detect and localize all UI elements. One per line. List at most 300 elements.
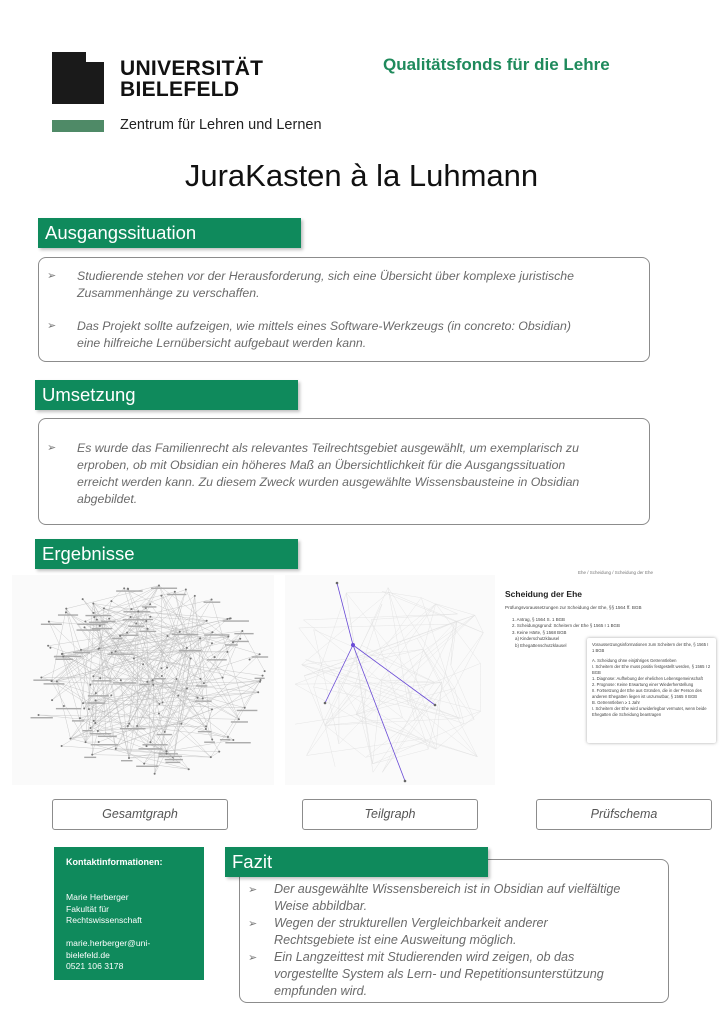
graph-node xyxy=(123,587,125,589)
popup-line: A. Scheidung ohne einjähriges Getrenntleben xyxy=(592,658,677,663)
graph-node-label xyxy=(154,678,166,679)
graph-node xyxy=(51,699,53,701)
graph-edge xyxy=(436,711,481,749)
bullet-line: Der ausgewählte Wissensbereich ist in Obsidian auf vielfältige xyxy=(274,882,621,896)
graph-edge xyxy=(417,621,457,638)
graph-node-label xyxy=(33,679,53,680)
bullet-line: erproben, ob mit Obsidian ein höheres Maß an Übersichtlichkeit für die Ausgangssituation xyxy=(77,458,566,472)
university-logo-icon xyxy=(52,52,104,104)
graph-node xyxy=(214,656,216,658)
popup-line: I. Scheitern der Ehe muss positiv festgestellt werden, § 1565 I 2 BGB xyxy=(592,664,711,675)
graph-node xyxy=(211,739,213,741)
popup-line: II. Fortsetzung der Ehe aus Gründen, die in der Person des anderen Ehegatten liegen ist unzumutbar, § 1565 II BGB xyxy=(592,688,702,699)
graph-node xyxy=(206,620,208,622)
graph-node xyxy=(111,651,113,653)
arrow-bullet-icon: ➢ xyxy=(47,270,57,282)
graph-edge xyxy=(173,659,190,760)
pruefschema-heading: Scheidung der Ehe xyxy=(505,589,582,599)
caption-teilgraph: Teilgraph xyxy=(302,799,478,830)
graph-node xyxy=(61,745,63,747)
graph-edge xyxy=(295,684,362,722)
graph-edge xyxy=(211,752,219,757)
graph-node xyxy=(259,653,261,655)
graph-edge xyxy=(373,749,429,764)
graph-node xyxy=(262,675,264,677)
graph-node xyxy=(232,641,234,643)
graph-edge xyxy=(325,685,355,725)
graph-edge xyxy=(144,654,259,763)
graph-node xyxy=(230,617,232,619)
graph-edge xyxy=(307,739,423,756)
graph-node xyxy=(257,691,259,693)
graph-node xyxy=(239,638,241,640)
graph-node xyxy=(65,608,67,610)
graph-node xyxy=(232,739,234,741)
arrow-bullet-icon: ➢ xyxy=(248,884,258,896)
graph-node-label xyxy=(198,731,212,732)
graph-edge xyxy=(382,592,421,598)
university-name-line1: UNIVERSITÄT xyxy=(120,57,264,80)
contact-phone: 0521 106 3178 xyxy=(66,961,124,971)
graph-node xyxy=(98,741,100,743)
graph-node xyxy=(336,582,339,585)
graph-node-label xyxy=(225,742,250,743)
graph-node-label xyxy=(89,622,108,623)
graph-edge xyxy=(325,689,366,725)
graph-edge xyxy=(451,624,454,665)
contact-title: Kontaktinformationen: xyxy=(66,857,163,867)
graph-node xyxy=(154,773,156,775)
graph-node xyxy=(218,751,220,753)
graph-node xyxy=(260,679,262,681)
graph-node-label xyxy=(41,624,62,625)
graph-edge xyxy=(325,725,335,766)
graph-node xyxy=(82,598,84,600)
graph-edge xyxy=(346,592,389,593)
graph-node xyxy=(135,623,137,625)
graph-node-label xyxy=(113,682,136,683)
graph-node-label xyxy=(157,734,172,735)
graph-node-label xyxy=(232,641,249,642)
graph-node xyxy=(434,704,437,707)
bullet-line: Das Projekt sollte aufzeigen, wie mittels eines Software-Werkzeugs (in concreto: Obsidian) xyxy=(77,319,571,333)
section-heading-umsetzung: Umsetzung xyxy=(35,380,298,410)
graph-edge xyxy=(475,615,483,632)
graph-node xyxy=(152,679,154,681)
graph-node xyxy=(103,607,105,609)
popup-line: B. Getrenntleben ≥ 1 Jahr xyxy=(592,700,640,705)
graph-edge xyxy=(121,680,129,758)
graph-edge xyxy=(39,715,239,719)
graph-node xyxy=(108,618,110,620)
graph-edge xyxy=(325,718,403,726)
graph-edge xyxy=(66,586,159,609)
pruefschema-item: b) Ehegattenschutzklausel xyxy=(515,642,567,648)
graph-node xyxy=(211,708,213,710)
graph-edge xyxy=(373,680,382,764)
poster-title: JuraKasten à la Luhmann xyxy=(184,158,539,193)
graph-node xyxy=(185,589,187,591)
graph-node xyxy=(176,678,178,680)
pruefschema-item: 3. Keine Härte, § 1568 BGB xyxy=(512,629,567,635)
graph-node-label xyxy=(195,700,212,701)
graph-node xyxy=(48,621,50,623)
graph-edge xyxy=(314,630,339,744)
university-name-line2: BIELEFELD xyxy=(120,78,240,101)
section-heading-ausgangssituation: Ausgangssituation xyxy=(38,218,301,248)
teilgraph-image xyxy=(285,575,495,785)
graph-edge xyxy=(99,680,261,742)
graph-node xyxy=(202,697,204,699)
graph-node xyxy=(137,611,139,613)
graph-edge xyxy=(94,588,124,617)
graph-node xyxy=(80,649,82,651)
bullet-text xyxy=(77,268,574,302)
university-name xyxy=(120,58,263,100)
graph-edge xyxy=(421,598,457,614)
graph-node xyxy=(65,611,67,613)
graph-node-label xyxy=(220,739,230,740)
bullet-line: Rechtsgebiete ist eine Ausweitung möglich. xyxy=(274,933,517,947)
graph-node xyxy=(238,718,240,720)
graph-node xyxy=(92,612,94,614)
graph-edge xyxy=(423,649,474,719)
teilgraph-network xyxy=(285,575,495,785)
graph-node-label xyxy=(44,683,65,684)
graph-node-label xyxy=(88,695,109,696)
popup-line: I. Scheitern der Ehe wird unwiderlegbar vermutet, wenn beide Ehegatten die Scheidung beantragen xyxy=(592,706,707,717)
graph-node xyxy=(211,631,213,633)
graph-node-label xyxy=(82,730,92,731)
graph-node-label xyxy=(123,611,150,612)
graph-node xyxy=(158,585,160,587)
graph-node xyxy=(91,754,93,756)
graph-node xyxy=(241,630,243,632)
gesamtgraph-network xyxy=(12,575,274,785)
graph-node-label xyxy=(237,710,258,711)
popup-line: Voraussetzungsinformationen zum Scheitern der Ehe, § 1565 I 1 BGB xyxy=(592,642,709,653)
graph-node xyxy=(127,725,129,727)
graph-node xyxy=(177,695,179,697)
graph-node xyxy=(84,626,86,628)
graph-node xyxy=(203,682,205,684)
graph-node-label xyxy=(225,644,238,645)
graph-edge xyxy=(295,682,435,684)
department-name: Zentrum für Lehren und Lernen xyxy=(120,117,322,133)
graph-edge xyxy=(93,603,136,623)
graph-node xyxy=(61,653,63,655)
graph-edge xyxy=(115,586,159,652)
graph-node xyxy=(51,680,53,682)
graph-node xyxy=(211,642,213,644)
bullet-text xyxy=(274,881,620,915)
graph-node xyxy=(226,618,228,620)
graph-node xyxy=(119,635,121,637)
graph-node-label xyxy=(252,656,269,657)
contact-faculty: Fakultät für xyxy=(66,903,109,914)
graph-edge xyxy=(57,681,71,738)
graph-node xyxy=(130,608,132,610)
graph-node xyxy=(114,650,116,652)
graph-node xyxy=(94,722,96,724)
graph-node xyxy=(149,616,151,618)
graph-edge xyxy=(39,715,130,724)
pruefschema-popup xyxy=(587,638,716,743)
graph-node xyxy=(211,598,213,600)
graph-node-label xyxy=(139,684,150,685)
graph-edge xyxy=(436,604,481,664)
graph-node xyxy=(99,677,101,679)
graph-node-label xyxy=(90,733,112,734)
graph-node-label xyxy=(91,744,118,745)
graph-node xyxy=(130,616,132,618)
graph-node-label xyxy=(179,650,201,651)
graph-node xyxy=(205,728,207,730)
graph-node xyxy=(142,663,144,665)
program-name: Qualitätsfonds für die Lehre xyxy=(383,55,610,74)
bullet-line: Es wurde das Familienrecht als relevantes Teilrechtsgebiet ausgewählt, um exemplarisch zu xyxy=(77,441,579,455)
graph-node xyxy=(83,707,85,709)
graph-node xyxy=(152,684,154,686)
bullet-line: abgebildet. xyxy=(77,492,138,506)
graph-edge xyxy=(436,604,475,615)
graph-node xyxy=(89,727,91,729)
graph-edge xyxy=(457,615,475,621)
graph-node xyxy=(244,707,246,709)
graph-node xyxy=(95,699,97,701)
section-heading-ergebnisse: Ergebnisse xyxy=(35,539,298,569)
graph-node xyxy=(167,635,169,637)
graph-edge xyxy=(314,593,347,687)
graph-node-label xyxy=(55,659,73,660)
graph-node-label xyxy=(159,756,182,757)
popup-line: 1. Diagnose: Aufhebung der ehelichen Lebensgemeinschaft xyxy=(592,676,703,681)
graph-node-label xyxy=(112,638,122,639)
graph-node xyxy=(98,647,100,649)
graph-edge xyxy=(66,609,90,728)
graph-node-label xyxy=(107,653,133,654)
contact-box xyxy=(54,847,204,980)
graph-node xyxy=(164,731,166,733)
graph-node-label xyxy=(84,757,96,758)
graph-node xyxy=(226,651,228,653)
pruefschema-item: a) Kinderschutzklausel xyxy=(515,636,560,642)
popup-line: 2. Prognose: Keine Erwartung einer Wiederherstellung xyxy=(592,682,694,687)
graph-highlighted-edge xyxy=(353,645,405,781)
graph-hub-node xyxy=(351,643,355,647)
graph-node-label xyxy=(204,601,221,602)
bullet-line: empfunden wird. xyxy=(274,984,368,998)
graph-node xyxy=(92,602,94,604)
pruefschema-item: 1. Antrag, § 1564 S. 1 BGB xyxy=(512,617,565,622)
graph-edge xyxy=(388,588,455,689)
graph-node-label xyxy=(223,620,249,621)
graph-node xyxy=(63,705,65,707)
graph-node xyxy=(249,658,251,660)
graph-node-label xyxy=(151,588,177,589)
graph-edge xyxy=(415,682,442,719)
bullet-text xyxy=(274,915,548,949)
graph-edge xyxy=(389,592,483,633)
graph-node xyxy=(160,667,162,669)
graph-edge xyxy=(137,726,228,737)
graph-node xyxy=(186,647,188,649)
caption-gesamtgraph: Gesamtgraph xyxy=(52,799,228,830)
graph-node xyxy=(186,687,188,689)
graph-node xyxy=(120,679,122,681)
graph-edge xyxy=(100,599,212,625)
graph-node xyxy=(88,708,90,710)
bullet-line: Zusammenhänge zu verschaffen. xyxy=(77,286,260,300)
arrow-bullet-icon: ➢ xyxy=(47,442,57,454)
graph-node xyxy=(199,637,201,639)
bullet-line: erreicht werden kann. Zu diesem Zweck wurden ausgewählte Wissensbausteine in Obsidian xyxy=(77,475,580,489)
graph-edge xyxy=(325,718,460,725)
graph-node xyxy=(127,588,129,590)
graph-edge xyxy=(83,703,245,708)
graph-node xyxy=(158,712,160,714)
graph-node-label xyxy=(172,634,199,635)
bullet-line: Ein Langzeittest mit Studierenden wird zeigen, ob das xyxy=(274,950,575,964)
graph-node xyxy=(95,692,97,694)
graph-node-label xyxy=(88,702,105,703)
graph-node xyxy=(115,748,117,750)
arrow-bullet-icon: ➢ xyxy=(47,320,57,332)
contact-email: bielefeld.de xyxy=(66,949,110,960)
graph-node-label xyxy=(142,606,156,607)
pruefschema-intro: Prüfungsvoraussetzungen zur Scheidung der Ehe, §§ 1564 ff. BGB xyxy=(505,605,642,610)
graph-node-label xyxy=(77,624,104,625)
graph-node xyxy=(324,702,327,705)
graph-node-label xyxy=(56,708,81,709)
graph-node-label xyxy=(92,628,112,629)
graph-node xyxy=(179,631,181,633)
graph-node-label xyxy=(54,656,81,657)
graph-node-label xyxy=(121,760,133,761)
bullet-line: eine hilfreiche Lernübersicht aufgebaut werden kann. xyxy=(77,336,367,350)
graph-node-label xyxy=(165,759,183,760)
graph-node-label xyxy=(255,678,265,679)
contact-name: Marie Herberger xyxy=(66,892,129,902)
graph-edge xyxy=(356,715,436,750)
graph-node xyxy=(227,736,229,738)
graph-node-label xyxy=(77,629,101,630)
graph-edge xyxy=(382,592,483,633)
graph-node xyxy=(97,730,99,732)
graph-node xyxy=(188,768,190,770)
graph-edge xyxy=(304,676,325,726)
graph-highlighted-edge xyxy=(337,583,353,645)
bullet-line: Studierende stehen vor der Herausforderung, sich eine Übersicht über komplexe juristische xyxy=(77,269,574,283)
graph-node xyxy=(128,723,130,725)
graph-edge xyxy=(389,592,436,740)
graph-node xyxy=(149,741,151,743)
graph-node xyxy=(85,741,87,743)
graph-edge xyxy=(83,599,94,613)
graph-node xyxy=(49,647,51,649)
bullet-line: vorgestellte System als Lern- und Repetitionsunterstützung xyxy=(274,967,604,981)
graph-node xyxy=(146,745,148,747)
graph-edge xyxy=(295,638,417,684)
graph-node xyxy=(69,738,71,740)
graph-node-label xyxy=(123,619,144,620)
graph-node-label xyxy=(204,634,229,635)
graph-node-label xyxy=(196,685,207,686)
graph-node-label xyxy=(165,762,180,763)
graph-node xyxy=(145,620,147,622)
graph-node-label xyxy=(116,590,143,591)
graph-node xyxy=(136,725,138,727)
graph-node-label xyxy=(231,721,248,722)
graph-node xyxy=(166,667,168,669)
graph-node-label xyxy=(73,652,90,653)
graph-node xyxy=(180,723,182,725)
graph-node xyxy=(194,595,196,597)
bullet-text xyxy=(77,440,579,508)
graph-node xyxy=(56,680,58,682)
graph-node xyxy=(99,625,101,627)
graph-node-label xyxy=(72,720,84,721)
graph-node-label xyxy=(85,615,111,616)
graph-edge xyxy=(131,590,185,610)
graph-node xyxy=(158,703,160,705)
graph-edge xyxy=(455,633,484,689)
caption-pruefschema: Prüfschema xyxy=(536,799,712,830)
pruefschema-breadcrumb: Ehe / Scheidung / Scheidung der Ehe xyxy=(578,570,654,575)
graph-edge xyxy=(242,631,264,671)
fazit-box xyxy=(239,859,669,1003)
graph-node-label xyxy=(204,742,215,743)
graph-edge xyxy=(339,624,453,744)
graph-node xyxy=(38,714,40,716)
graph-node xyxy=(161,701,163,703)
graph-node-label xyxy=(167,594,187,595)
graph-node xyxy=(110,694,112,696)
graph-edge xyxy=(150,679,176,742)
graph-node-label xyxy=(136,766,158,767)
graph-node xyxy=(149,603,151,605)
ausgangssituation-box xyxy=(38,257,650,362)
graph-edge xyxy=(423,649,477,756)
graph-node xyxy=(199,678,201,680)
graph-node xyxy=(160,595,162,597)
graph-node-label xyxy=(98,736,117,737)
graph-node-label xyxy=(120,728,140,729)
graph-edge xyxy=(299,628,339,681)
graph-node xyxy=(96,619,98,621)
bullet-text xyxy=(77,318,571,352)
graph-node xyxy=(210,756,212,758)
graph-node xyxy=(128,757,130,759)
graph-node xyxy=(89,684,91,686)
pruefschema-image xyxy=(500,565,720,755)
graph-node xyxy=(196,697,198,699)
graph-node xyxy=(190,658,192,660)
graph-edge xyxy=(355,604,382,685)
graph-node xyxy=(259,681,261,683)
arrow-bullet-icon: ➢ xyxy=(248,952,258,964)
graph-node xyxy=(166,753,168,755)
graph-edge xyxy=(212,599,245,707)
graph-node-label xyxy=(119,635,138,636)
graph-node xyxy=(62,656,64,658)
graph-edge xyxy=(460,711,480,718)
graph-node xyxy=(126,632,128,634)
graph-node xyxy=(47,645,49,647)
section-heading-fazit: Fazit xyxy=(225,847,488,877)
graph-node-label xyxy=(139,631,156,632)
pruefschema-item: 2. Scheidungsgrund: Scheitern der Ehe § 1565 I 1 BGB xyxy=(512,623,620,629)
